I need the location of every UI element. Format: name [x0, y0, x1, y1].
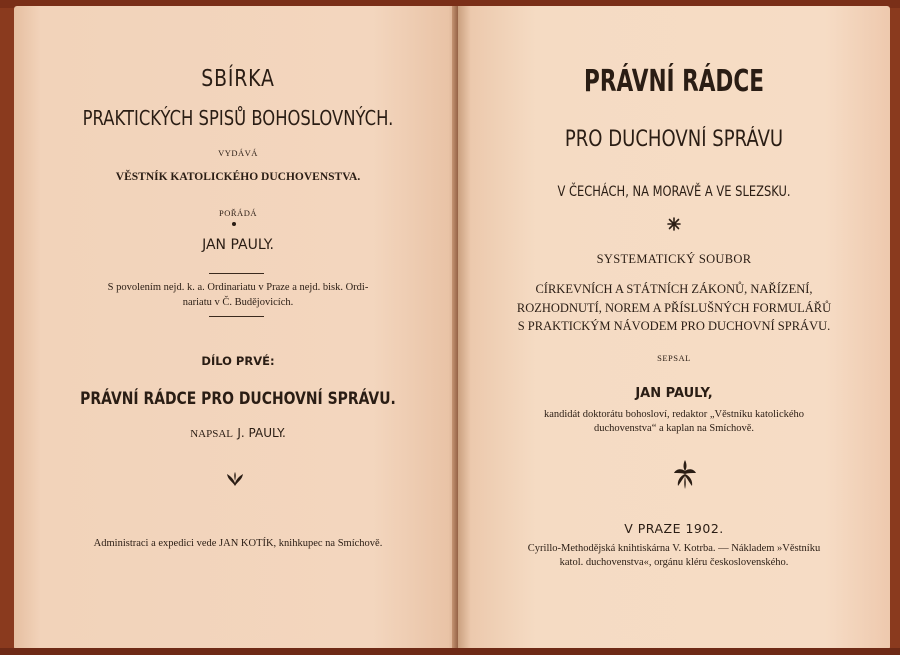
- asterism-ornament: [667, 217, 681, 231]
- editor-label: POŘÁDÁ: [219, 208, 257, 218]
- approval-line-1: S povolením nejd. k. a. Ordinariatu v Praze a nejd. bisk. Ordi-: [107, 282, 369, 293]
- author-line-name: J. PAULY.: [237, 426, 286, 440]
- publisher-label: VYDÁVÁ: [218, 148, 258, 158]
- printer-line-2: katol. duchovenstva«, orgánu kléru československého.: [559, 557, 789, 568]
- region-line: V ČECHÁCH, NA MORAVĚ A VE SLEZSKU.: [557, 184, 791, 200]
- imprint-place-year: V PRAZE 1902.: [624, 521, 724, 536]
- description-line-4: S PRAKTICKÝM NÁVODEM PRO DUCHOVNÍ SPRÁVU.: [517, 319, 831, 333]
- divider-top: [209, 273, 264, 274]
- author-line: [14, 426, 462, 440]
- description-line-1: SYSTEMATICKÝ SOUBOR: [596, 252, 752, 266]
- administration-note: Administraci a expedici vede JAN KOTÍK, knihkupec na Smíchově.: [93, 538, 383, 549]
- author-description-2: duchovenstva“ a kaplan na Smíchově.: [593, 423, 755, 434]
- right-page: [458, 6, 890, 650]
- approval-line-2: nariatu v Č. Budějovicích.: [182, 297, 294, 308]
- author-line-prefix: NAPSAL: [190, 428, 233, 440]
- left-page: [14, 6, 462, 650]
- printer-line-1: Cyrillo-Methodějská knihtiskárna V. Kotrba. — Nákladem »Věstníku: [527, 543, 821, 554]
- description-line-3: ROZHODNUTÍ, NOREM A PŘÍSLUŠNÝCH FORMULÁŘŮ: [516, 301, 832, 315]
- series-title: SBÍRKA: [201, 66, 275, 92]
- editor-name: JAN PAULY.: [202, 237, 274, 253]
- fleuron-ornament: [226, 471, 244, 487]
- series-subtitle: PRAKTICKÝCH SPISŮ BOHOSLOVNÝCH.: [82, 106, 394, 130]
- book-title: PRÁVNÍ RÁDCE: [584, 64, 764, 99]
- publisher-name: VĚSTNÍK KATOLICKÉHO DUCHOVENSTVA.: [115, 171, 361, 183]
- author-name: JAN PAULY,: [635, 386, 713, 401]
- work-label: DÍLO PRVÉ:: [201, 354, 275, 368]
- description-line-2: CÍRKEVNÍCH A STÁTNÍCH ZÁKONŮ, NAŘÍZENÍ,: [535, 282, 813, 296]
- book-subtitle: PRO DUCHOVNÍ SPRÁVU: [564, 127, 784, 152]
- floral-ornament: [672, 458, 698, 490]
- work-title: PRÁVNÍ RÁDCE PRO DUCHOVNÍ SPRÁVU.: [80, 389, 396, 409]
- divider-bottom: [209, 316, 264, 317]
- book-edge-bottom: [0, 648, 900, 655]
- compiled-label: SEPSAL: [657, 353, 691, 363]
- separator-dot: [232, 222, 236, 226]
- author-description-1: kandidát doktorátu bohosloví, redaktor „Věstníku katolického: [543, 409, 805, 420]
